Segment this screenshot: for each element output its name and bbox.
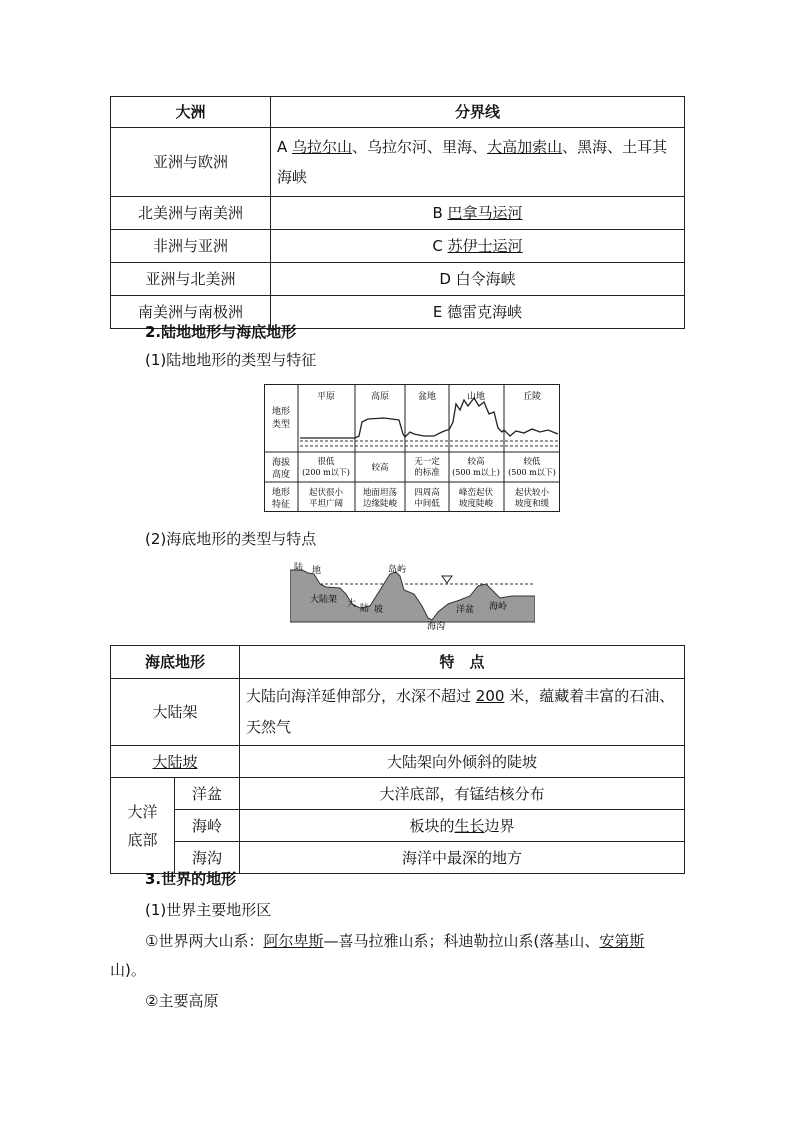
type-plateau: 高原 bbox=[370, 392, 390, 402]
row-slope-desc: 大陆架向外倾斜的陡坡 bbox=[240, 746, 685, 778]
continent-cell: 非洲与亚洲 bbox=[111, 230, 271, 263]
row-ridge-desc: 板块的生长边界 bbox=[240, 810, 685, 842]
row-label-feature: 地形 bbox=[271, 488, 291, 498]
row-label-feature-2: 特征 bbox=[271, 500, 291, 510]
feature-hill-2: 坡度和缓 bbox=[514, 499, 550, 509]
row-label-height: 海拔 bbox=[271, 458, 291, 468]
feature-basin: 四周高 bbox=[414, 488, 440, 498]
header-seafloor: 海底地形 bbox=[111, 646, 240, 679]
continent-cell: 亚洲与北美洲 bbox=[111, 263, 271, 296]
boundary-cell: E 德雷克海峡 bbox=[271, 296, 685, 329]
row-slope-name: 大陆坡 bbox=[111, 746, 240, 778]
row-basin-desc: 大洋底部，有锰结核分布 bbox=[240, 778, 685, 810]
row-label-height-2: 高度 bbox=[271, 470, 291, 480]
height-hill-2: (500 m以下) bbox=[508, 468, 556, 477]
section-2-title: 2.陆地地形与海底地形 bbox=[145, 323, 297, 341]
type-basin: 盆地 bbox=[417, 392, 437, 402]
boundary-cell: A 乌拉尔山、乌拉尔河、里海、大高加索山、黑海、土耳其海峡 bbox=[271, 128, 685, 197]
type-plain: 平原 bbox=[316, 392, 336, 402]
landform-types-figure bbox=[264, 384, 560, 512]
label-slope-1: 大 bbox=[347, 599, 357, 609]
feature-mountain-2: 坡度陡峻 bbox=[458, 499, 494, 509]
header-continent: 大洲 bbox=[111, 97, 271, 128]
height-basin: 无一定 bbox=[414, 457, 440, 467]
height-hill: 较低 bbox=[523, 457, 541, 467]
label-ridge: 海岭 bbox=[489, 602, 508, 612]
height-plain: 很低 bbox=[317, 457, 335, 467]
feature-hill: 起伏较小 bbox=[514, 488, 550, 498]
feature-plateau: 地面坦荡 bbox=[362, 488, 398, 498]
row-label-type-2: 类型 bbox=[271, 420, 291, 430]
type-mountain: 山地 bbox=[466, 392, 486, 402]
mountain-systems-line1: ①世界两大山系：阿尔卑斯—喜马拉雅山系；科迪勒拉山系(落基山、安第斯 bbox=[145, 932, 645, 950]
label-island: 岛屿 bbox=[388, 565, 407, 575]
feature-plain: 起伏很小 bbox=[308, 488, 344, 498]
row-shelf-desc: 大陆向海洋延伸部分，水深不超过 200 米，蕴藏着丰富的石油、天然气 bbox=[240, 679, 685, 746]
label-slope-3: 坡 bbox=[374, 605, 384, 615]
row-ridge-name: 海岭 bbox=[175, 810, 240, 842]
boundary-cell: C 苏伊士运河 bbox=[271, 230, 685, 263]
label-land-2: 地 bbox=[312, 566, 322, 576]
continent-boundary-table bbox=[110, 96, 685, 329]
label-trench: 海沟 bbox=[427, 622, 446, 632]
height-mountain-2: (500 m以上) bbox=[452, 468, 500, 477]
height-mountain: 较高 bbox=[467, 457, 485, 467]
main-plateaus-heading: ②主要高原 bbox=[145, 992, 219, 1010]
seafloor-table bbox=[110, 645, 685, 874]
feature-mountain: 峰峦起伏 bbox=[458, 488, 494, 498]
label-slope-2: 陆 bbox=[360, 604, 370, 614]
header-feature: 特 点 bbox=[240, 646, 685, 679]
type-hill: 丘陵 bbox=[522, 392, 542, 402]
feature-basin-2: 中间低 bbox=[414, 499, 440, 509]
subsection-world-landforms: (1)世界主要地形区 bbox=[145, 901, 272, 919]
label-basin: 洋盆 bbox=[456, 605, 475, 615]
feature-plain-2: 平坦广阔 bbox=[308, 499, 344, 509]
header-boundary: 分界线 bbox=[271, 97, 685, 128]
continent-cell: 亚洲与欧洲 bbox=[111, 128, 271, 197]
feature-plateau-2: 边缘陡峻 bbox=[362, 499, 398, 509]
label-land-1: 陆 bbox=[294, 563, 304, 573]
seafloor-profile-figure bbox=[290, 560, 535, 632]
row-trench-desc: 海洋中最深的地方 bbox=[240, 842, 685, 874]
subsection-land-landforms: (1)陆地地形的类型与特征 bbox=[145, 351, 317, 369]
label-shelf: 大陆架 bbox=[310, 595, 338, 605]
mountain-systems-line2: 山)。 bbox=[110, 961, 146, 979]
boundary-cell: B 巴拿马运河 bbox=[271, 197, 685, 230]
boundary-cell: D 白令海峡 bbox=[271, 263, 685, 296]
subsection-seafloor: (2)海底地形的类型与特点 bbox=[145, 530, 317, 548]
ocean-floor-label: 大洋底部 bbox=[111, 778, 175, 874]
row-label-type: 地形 bbox=[271, 407, 291, 417]
height-plateau: 较高 bbox=[371, 463, 389, 473]
row-shelf-name: 大陆架 bbox=[111, 679, 240, 746]
row-trench-name: 海沟 bbox=[175, 842, 240, 874]
height-plain-2: (200 m以下) bbox=[302, 468, 350, 477]
continent-cell: 南美洲与南极洲 bbox=[111, 296, 271, 329]
continent-cell: 北美洲与南美洲 bbox=[111, 197, 271, 230]
row-basin-name: 洋盆 bbox=[175, 778, 240, 810]
section-3-title: 3.世界的地形 bbox=[145, 870, 237, 888]
height-basin-2: 的标准 bbox=[414, 468, 440, 478]
